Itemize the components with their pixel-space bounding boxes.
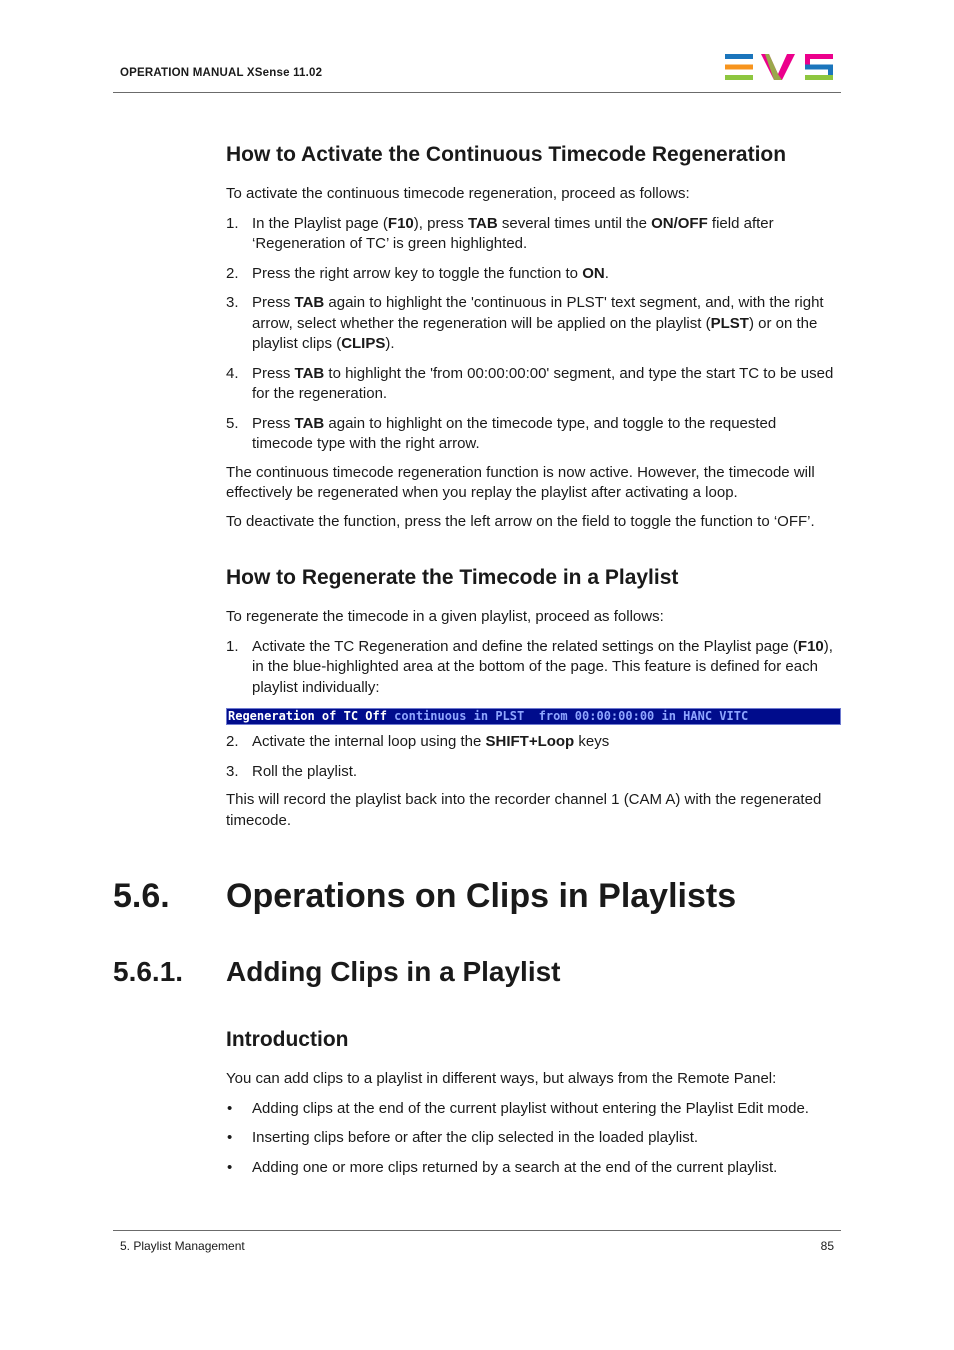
evs-logo: [725, 52, 835, 82]
page-footer: [113, 1230, 841, 1261]
activate-intro: To activate the continuous timecode regeneration, proceed as follows:: [226, 185, 690, 202]
deactivate-paragraph: To deactivate the function, press the left arrow on the field to toggle the function to ‘OFF’.: [226, 512, 815, 530]
section-5-6-heading: [113, 876, 841, 918]
list-item: • Inserting clips before or after the clip selected in the loaded playlist.: [227, 1129, 699, 1146]
regenerate-result-paragraph: This will record the playlist back into the recorder channel 1 (CAM A) with the regenerated timecode.: [226, 791, 822, 829]
section-title: Operations on Clips in Playlists: [226, 877, 737, 915]
list-item: • Adding one or more clips returned by a search at the end of the current playlist.: [227, 1158, 778, 1176]
page-number: 85: [820, 1239, 834, 1253]
introduction-paragraph: You can add clips to a playlist in different ways, but always from the Remote Panel:: [226, 1070, 777, 1087]
regenerate-intro: To regenerate the timecode in a given playlist, proceed as follows:: [226, 608, 664, 625]
regenerate-steps-continued: [226, 732, 841, 782]
section-number: 5.6.1.: [113, 956, 184, 987]
list-item: • Adding clips at the end of the current playlist without entering the Playlist Edit mode.: [227, 1099, 809, 1117]
regeneration-settings-screenshot: [226, 708, 841, 725]
introduction-bullets: [226, 1099, 841, 1179]
list-item: 1. Activate the TC Regeneration and define the related settings on the Playlist page (F10), in the blue-highlighted area at the bottom of the page. This feature is defined for each playlist individually:: [226, 637, 833, 696]
list-item: 3. Press TAB again to highlight the 'continuous in PLST' text segment, and, with the right arrow, select whether the regeneration will be applied on the playlist (PLST) or on the playlist clips (CLIPS).: [226, 294, 824, 352]
heading-introduction: Introduction: [226, 1028, 349, 1051]
list-item: 5. Press TAB again to highlight on the timecode type, and toggle to the requested timecode type with the right arrow.: [226, 414, 777, 452]
section-5-6-1-heading: [113, 955, 841, 989]
regenerate-steps: [226, 637, 841, 699]
list-item: 3. Roll the playlist.: [226, 762, 358, 780]
footer-chapter: 5. Playlist Management: [120, 1239, 245, 1253]
heading-regenerate-timecode: How to Regenerate the Timecode in a Playlist: [226, 566, 679, 589]
header-title: OPERATION MANUAL XSense 11.02: [120, 67, 323, 79]
list-item: 2. Press the right arrow key to toggle the function to ON.: [226, 264, 609, 282]
heading-activate-regeneration: How to Activate the Continuous Timecode Regeneration: [226, 143, 787, 166]
page-header: [113, 48, 841, 93]
regeneration-of-tc-label: Regeneration of TC Off: [228, 709, 387, 723]
list-item: 2. Activate the internal loop using the SHIFT+Loop keys: [226, 733, 610, 750]
list-item: 4. Press TAB to highlight the 'from 00:00:00:00' segment, and type the start TC to be used for the regeneration.: [226, 364, 834, 402]
list-item: 1. In the Playlist page (F10), press TAB several times until the ON/OFF field after ‘Regeneration of TC’ is green highlighted.: [226, 214, 774, 252]
section-number: 5.6.: [113, 877, 170, 915]
section-title: Adding Clips in a Playlist: [226, 956, 561, 987]
introduction-section: [226, 1027, 841, 1178]
main-content: [226, 130, 841, 831]
activate-result-paragraph: The continuous timecode regeneration function is now active. However, the timecode will effectively be regenerated when you replay the playlist after activating a loop.: [226, 463, 815, 501]
activate-steps: [226, 214, 841, 455]
regeneration-settings-values: continuous in PLST from 00:00:00:00 in HANC VITC: [386, 709, 749, 723]
